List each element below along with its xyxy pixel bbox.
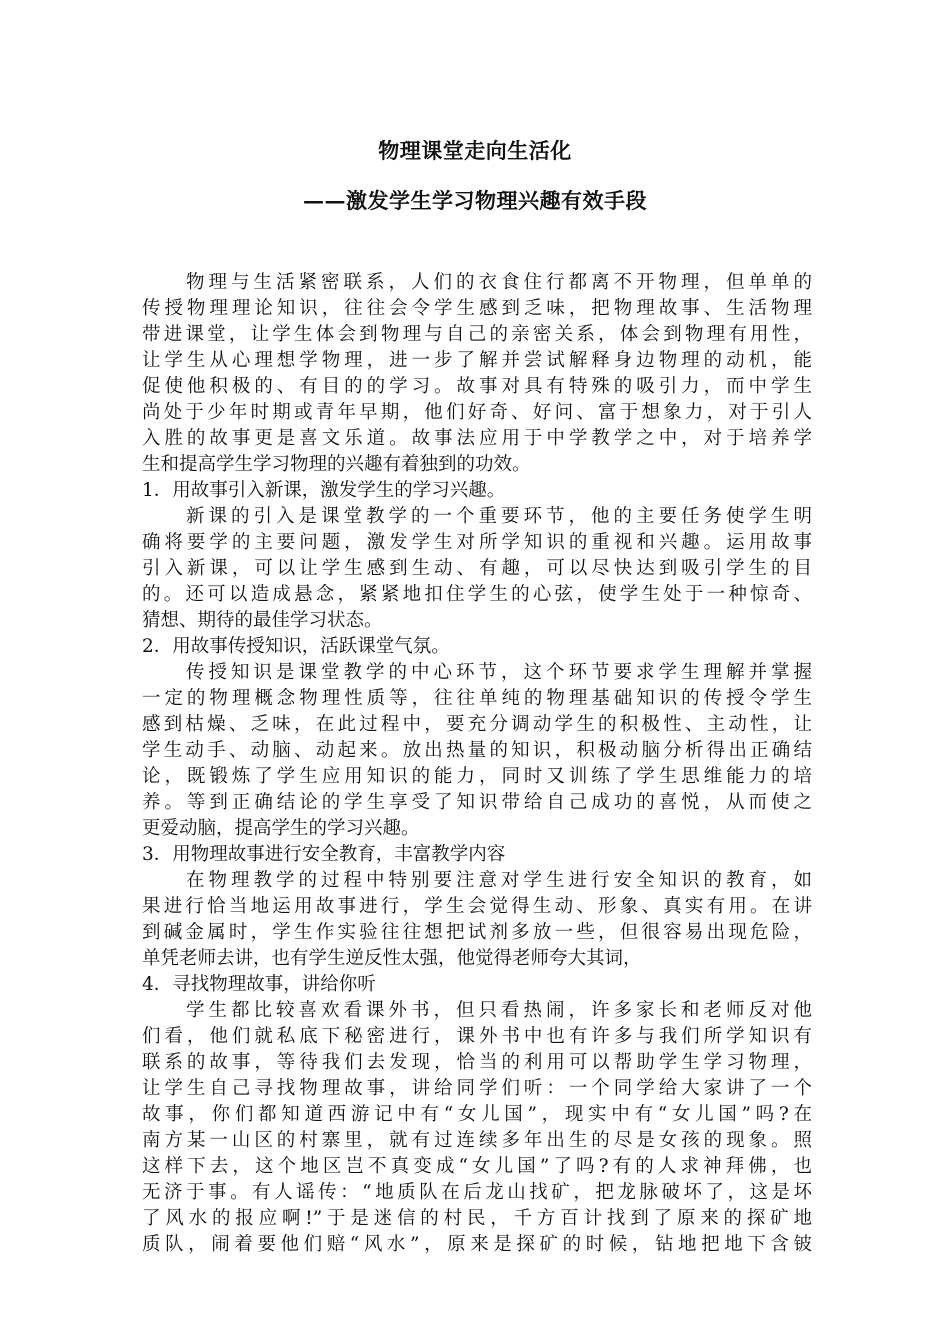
paragraph-line: 单凭老师去讲，也有学生逆反性太强，他觉得老师夸大其词，	[142, 948, 642, 969]
paragraph-line: 生和提高学生学习物理的兴趣有着独到的功效。	[142, 454, 531, 475]
paragraph-line: 养。等到正确结论的学生享受了知识带给自己成功的喜悦，从而使之	[142, 792, 812, 813]
paragraph-line: 果进行恰当地运用故事进行，学生会觉得生动、形象、真实有用。在讲	[142, 896, 812, 917]
paragraph-line: 猜想、期待的最佳学习状态。	[142, 610, 383, 631]
paragraph-line: 入胜的故事更是喜文乐道。故事法应用于中学教学之中，对于培养学	[142, 428, 812, 449]
paragraph-line: 学生动手、动脑、动起来。放出热量的知识，积极动脑分析得出正确结	[142, 740, 812, 761]
paragraph-line: 让学生从心理想学物理，进一步了解并尝试解释身边物理的动机，能	[142, 350, 812, 371]
paragraph-line: 无济于事。有人谣传：“地质队在后龙山找矿，把龙脉破坏了，这是坏	[142, 1182, 812, 1203]
document-subtitle: ——激发学生学习物理兴趣有效手段	[303, 188, 647, 213]
document-body	[142, 270, 812, 1258]
paragraph-line: 传授知识是课堂教学的中心环节，这个环节要求学生理解并掌握	[186, 662, 812, 683]
paragraph-line: 一定的物理概念物理性质等，往往单纯的物理基础知识的传授令学生	[142, 688, 812, 709]
section-heading: 2．用故事传授知识，活跃课堂气氛。	[142, 636, 450, 657]
paragraph-line: 促使他积极的、有目的的学习。故事对具有特殊的吸引力，而中学生	[142, 376, 812, 397]
document-title: 物理课堂走向生活化	[378, 138, 572, 163]
paragraph-line: 尚处于少年时期或青年早期，他们好奇、好问、富于想象力，对于引人	[142, 402, 812, 423]
paragraph-line: 物理与生活紧密联系，人们的衣食住行都离不开物理，但单单的	[186, 272, 812, 293]
paragraph-line: 带进课堂，让学生体会到物理与自己的亲密关系，体会到物理有用性，	[142, 324, 812, 345]
paragraph-line: 到碱金属时，学生作实验往往想把试剂多放一些，但很容易出现危险，	[142, 922, 812, 943]
paragraph-line: 在物理教学的过程中特别要注意对学生进行安全知识的教育，如	[186, 870, 812, 891]
paragraph-line: 了风水的报应啊!”于是迷信的村民，千方百计找到了原来的探矿地	[142, 1208, 812, 1229]
paragraph-line: 质队，闹着要他们赔“风水”，原来是探矿的时候，钻地把地下含铍	[142, 1234, 812, 1255]
section-heading: 3．用物理故事进行安全教育，丰富教学内容	[142, 844, 506, 865]
paragraph-line: 们看，他们就私底下秘密进行，课外书中也有许多与我们所学知识有	[142, 1026, 812, 1047]
paragraph-line: 传授物理理论知识，往往会令学生感到乏味，把物理故事、生活物理	[142, 298, 812, 319]
paragraph-line: 学生都比较喜欢看课外书，但只看热闹，许多家长和老师反对他	[186, 1000, 812, 1021]
paragraph-line: 新课的引入是课堂教学的一个重要环节，他的主要任务使学生明	[186, 506, 812, 527]
paragraph-line: 故事，你们都知道西游记中有“女儿国”，现实中有“女儿国”吗?在	[142, 1104, 812, 1125]
section-heading: 1．用故事引入新课，激发学生的学习兴趣。	[142, 480, 506, 501]
paragraph-line: 论，既锻炼了学生应用知识的能力，同时又训练了学生思维能力的培	[142, 766, 812, 787]
paragraph-line: 让学生自己寻找物理故事，讲给同学们听：一个同学给大家讲了一个	[142, 1078, 812, 1099]
paragraph-line: 联系的故事，等待我们去发现，恰当的利用可以帮助学生学习物理，	[142, 1052, 812, 1073]
paragraph-line: 感到枯燥、乏味，在此过程中，要充分调动学生的积极性、主动性，让	[142, 714, 812, 735]
section-heading: 4．寻找物理故事，讲给你听	[142, 974, 376, 995]
paragraph-line: 引入新课，可以让学生感到生动、有趣，可以尽快达到吸引学生的目	[142, 558, 812, 579]
paragraph-line: 南方某一山区的村寨里，就有过连续多年出生的尽是女孩的现象。照	[142, 1130, 812, 1151]
paragraph-line: 确将要学的主要问题，激发学生对所学知识的重视和兴趣。运用故事	[142, 532, 812, 553]
paragraph-line: 这样下去，这个地区岂不真变成“女儿国”了吗?有的人求神拜佛，也	[142, 1156, 812, 1177]
paragraph-line: 的。还可以造成悬念，紧紧地扣住学生的心弦，使学生处于一种惊奇、	[142, 584, 812, 605]
paragraph-line: 更爱动脑，提高学生的学习兴趣。	[142, 818, 420, 839]
